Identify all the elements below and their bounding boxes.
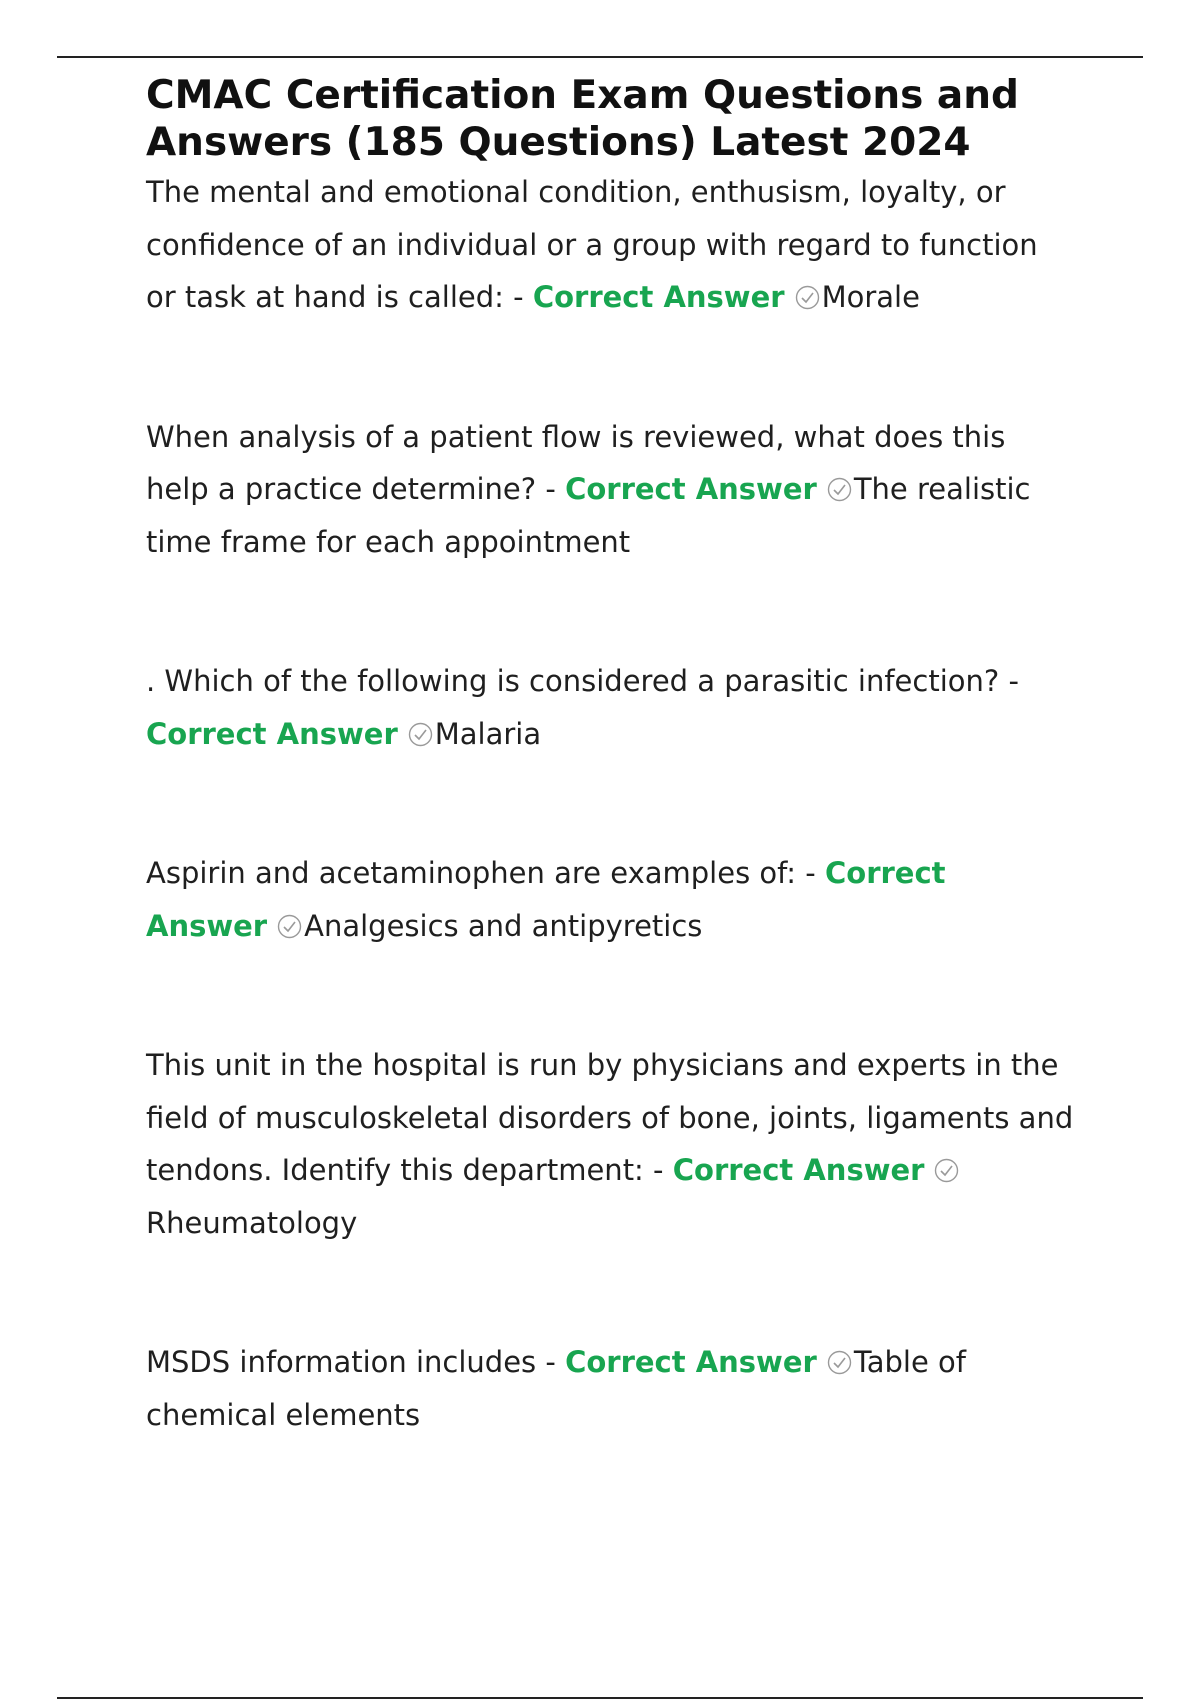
answer-text: Table of chemical elements xyxy=(146,1345,966,1432)
bottom-rule xyxy=(57,1697,1143,1699)
check-circle-icon xyxy=(277,914,302,939)
question-text: The mental and emotional condition, enthusism, loyalty, or confidence of an individual or a group with regard to function or task at hand is called: - xyxy=(146,175,1038,314)
check-circle-icon xyxy=(408,722,433,747)
answer-text: Rheumatology xyxy=(146,1205,358,1240)
check-circle-icon xyxy=(795,285,820,310)
check-circle-icon xyxy=(827,1350,852,1375)
question-text: Aspirin and acetaminophen are examples of: - xyxy=(146,856,816,890)
qa-item xyxy=(146,655,1076,760)
correct-answer-label: Correct Answer xyxy=(672,1153,925,1187)
qa-item xyxy=(146,847,1076,952)
answer-text: Analgesics and antipyretics xyxy=(304,908,703,943)
document-title: CMAC Certification Exam Questions and Answers (185 Questions) Latest 2024 xyxy=(146,73,1019,165)
correct-answer-label: Correct Answer xyxy=(532,280,785,314)
question-text: When analysis of a patient flow is reviewed, what does this help a practice determine? - xyxy=(146,419,1006,506)
qa-item xyxy=(146,166,1076,324)
answer-text: The realistic time frame for each appointment xyxy=(146,472,1031,559)
top-rule xyxy=(57,56,1143,58)
correct-answer-label: Correct Answer xyxy=(565,472,817,506)
check-circle-icon xyxy=(827,477,852,502)
question-text: This unit in the hospital is run by physicians and experts in the field of musculoskeletal disorders of bone, joints, ligaments and tendons. Identify this department: - xyxy=(146,1048,1074,1187)
correct-answer-label: Correct Answer xyxy=(146,856,946,943)
correct-answer-label: Correct Answer xyxy=(565,1345,817,1379)
qa-item xyxy=(146,411,1076,569)
document-body xyxy=(146,72,1076,1441)
question-text: . Which of the following is considered a parasitic infection? - xyxy=(146,664,1019,698)
question-text: MSDS information includes - xyxy=(146,1345,556,1379)
answer-text: Morale xyxy=(821,280,920,314)
qa-item xyxy=(146,1336,1076,1441)
check-circle-icon xyxy=(934,1158,959,1183)
correct-answer-label: Correct Answer xyxy=(146,716,398,751)
answer-text: Malaria xyxy=(434,716,542,751)
qa-item xyxy=(146,1039,1076,1249)
